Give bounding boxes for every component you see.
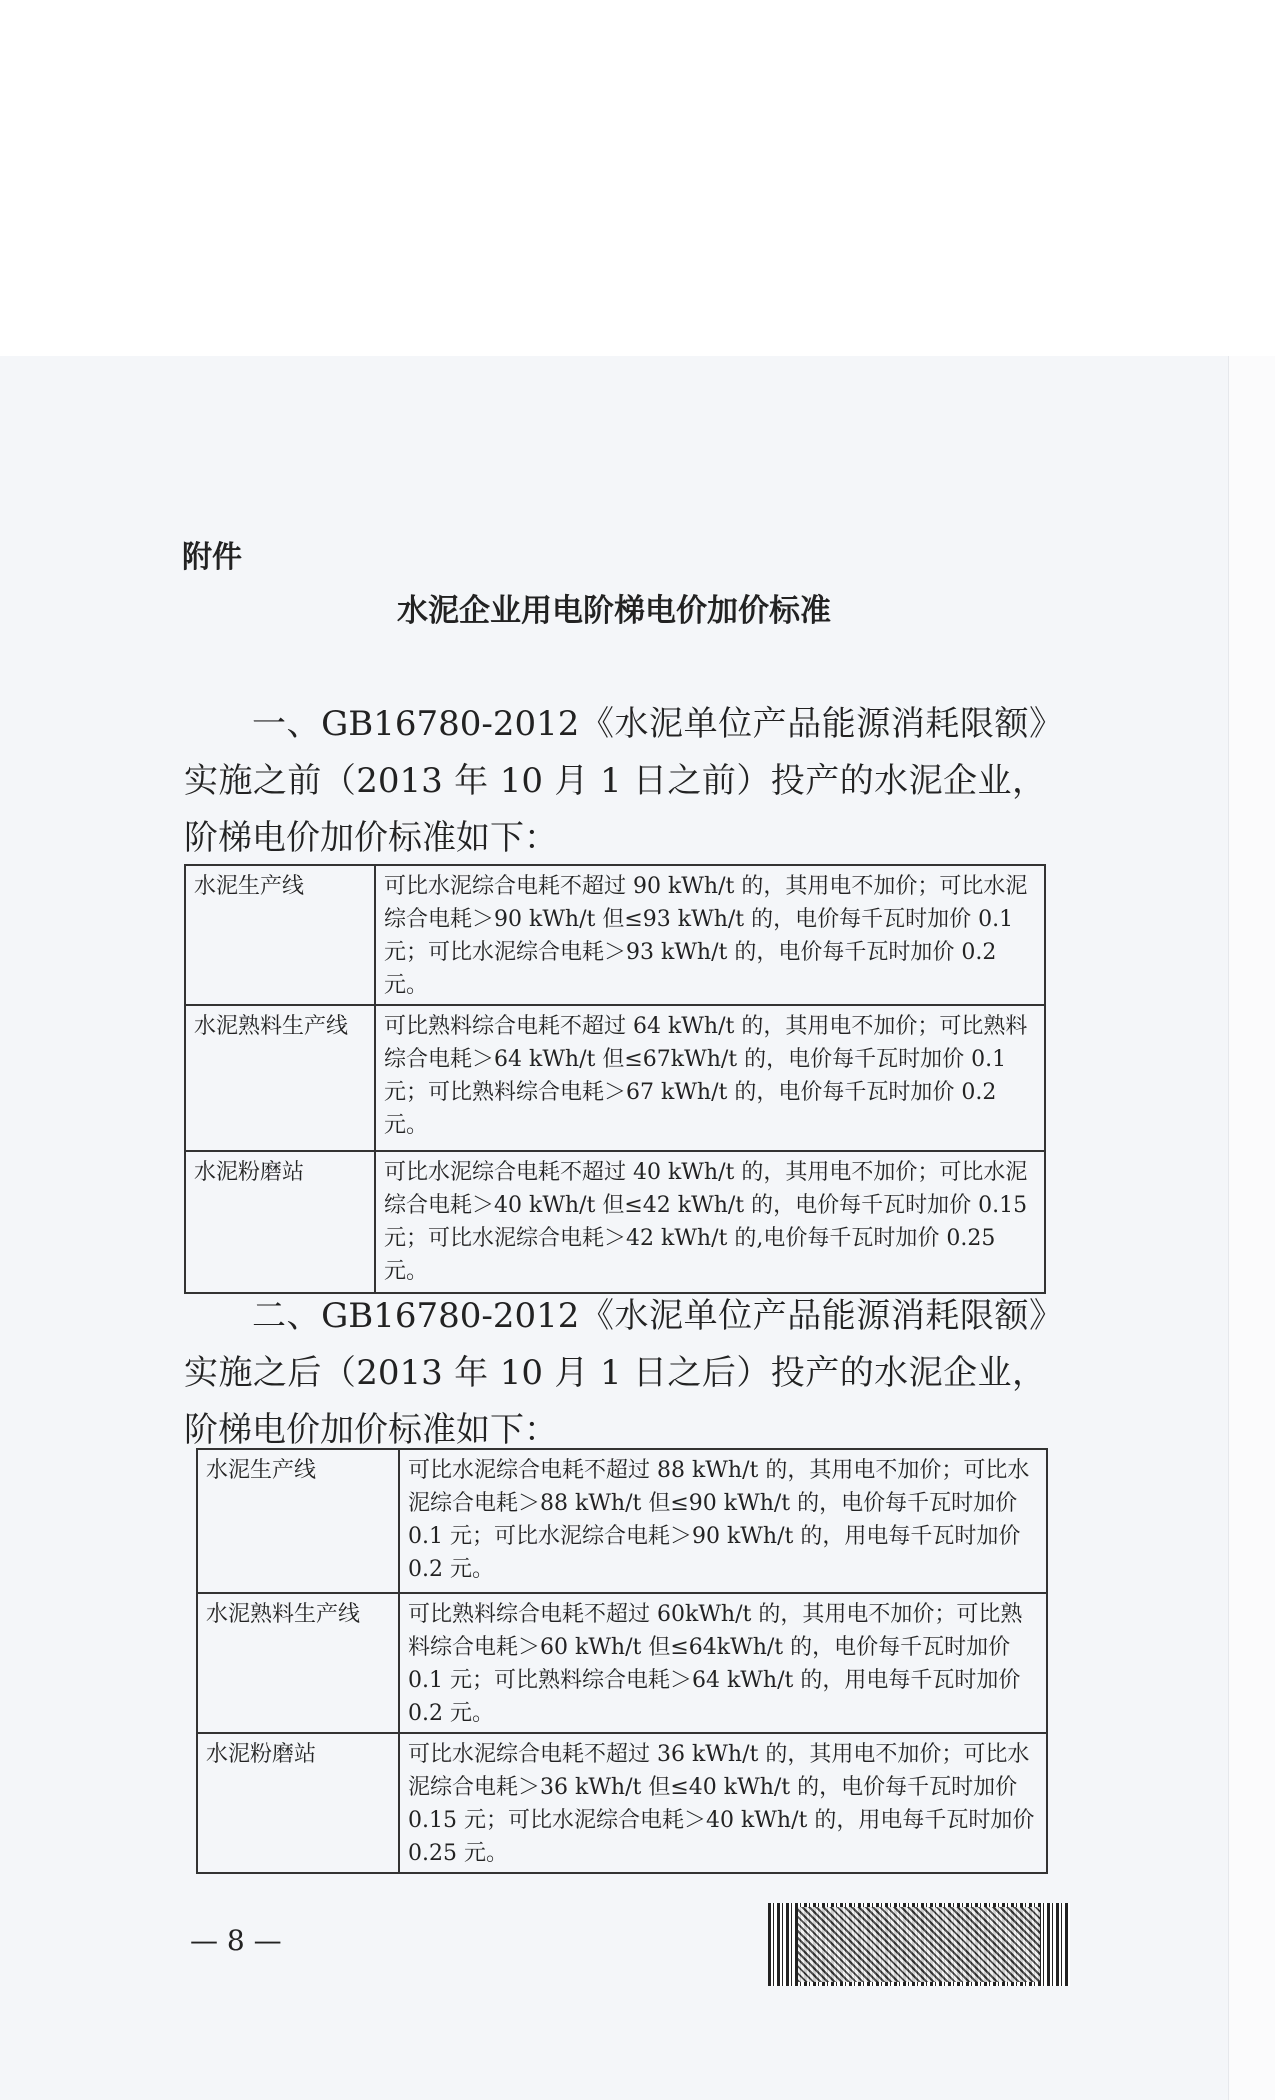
page-title: 水泥企业用电阶梯电价加价标准	[397, 593, 831, 629]
section-1-heading: 一、GB16780-2012《水泥单位产品能源消耗限额》实施之前（2013 年 10 月 1 日之前）投产的水泥企业，阶梯电价加价标准如下：	[184, 704, 1046, 858]
category-cell: 水泥熟料生产线	[197, 1593, 399, 1733]
rule-cell: 可比水泥综合电耗不超过 88 kWh/t 的，其用电不加价；可比水泥综合电耗＞88 kWh/t 但≤90 kWh/t 的，电价每千瓦时加价 0.1 元；可比水泥综合电耗＞90 kWh/t 的，用电每千瓦时加价 0.2 元。	[399, 1449, 1047, 1593]
rule-cell: 可比熟料综合电耗不超过 60kWh/t 的，其用电不加价；可比熟料综合电耗＞60 kWh/t 但≤64kWh/t 的，电价每千瓦时加价 0.1 元；可比熟料综合电耗＞64 kWh/t 的，用电每千瓦时加价 0.2 元。	[399, 1593, 1047, 1733]
tariff-table-before	[184, 864, 1046, 1294]
category-cell: 水泥粉磨站	[185, 1151, 375, 1293]
table-row	[197, 1593, 1047, 1733]
category-cell: 水泥生产线	[197, 1449, 399, 1593]
rule-cell: 可比水泥综合电耗不超过 36 kWh/t 的，其用电不加价；可比水泥综合电耗＞36 kWh/t 但≤40 kWh/t 的，电价每千瓦时加价 0.15 元；可比水泥综合电耗＞40 kWh/t 的，用电每千瓦时加价 0.25 元。	[399, 1733, 1047, 1873]
table-row	[185, 865, 1045, 1005]
table-row	[185, 1005, 1045, 1151]
barcode-image	[768, 1903, 1070, 1986]
table-row	[185, 1151, 1045, 1293]
section-2-heading: 二、GB16780-2012《水泥单位产品能源消耗限额》实施之后（2013 年 10 月 1 日之后）投产的水泥企业，阶梯电价加价标准如下：	[184, 1296, 1046, 1450]
page-number: — 8 —	[190, 1924, 282, 1957]
category-cell: 水泥生产线	[185, 865, 375, 1005]
category-cell: 水泥熟料生产线	[185, 1005, 375, 1151]
tariff-table-after	[196, 1448, 1048, 1874]
category-cell: 水泥粉磨站	[197, 1733, 399, 1873]
paper-edge	[1228, 356, 1275, 2100]
rule-cell: 可比水泥综合电耗不超过 90 kWh/t 的，其用电不加价；可比水泥综合电耗＞90 kWh/t 但≤93 kWh/t 的，电价每千瓦时加价 0.1 元；可比水泥综合电耗＞93 kWh/t 的，电价每千瓦时加价 0.2 元。	[375, 865, 1045, 1005]
table-row	[197, 1449, 1047, 1593]
barcode-pattern	[798, 1907, 1040, 1982]
table-row	[197, 1733, 1047, 1873]
rule-cell: 可比水泥综合电耗不超过 40 kWh/t 的，其用电不加价；可比水泥综合电耗＞40 kWh/t 但≤42 kWh/t 的，电价每千瓦时加价 0.15 元；可比水泥综合电耗＞42 kWh/t 的,电价每千瓦时加价 0.25 元。	[375, 1151, 1045, 1293]
rule-cell: 可比熟料综合电耗不超过 64 kWh/t 的，其用电不加价；可比熟料综合电耗＞64 kWh/t 但≤67kWh/t 的，电价每千瓦时加价 0.1 元；可比熟料综合电耗＞67 kWh/t 的，电价每千瓦时加价 0.2 元。	[375, 1005, 1045, 1151]
attachment-label: 附件	[182, 540, 242, 575]
